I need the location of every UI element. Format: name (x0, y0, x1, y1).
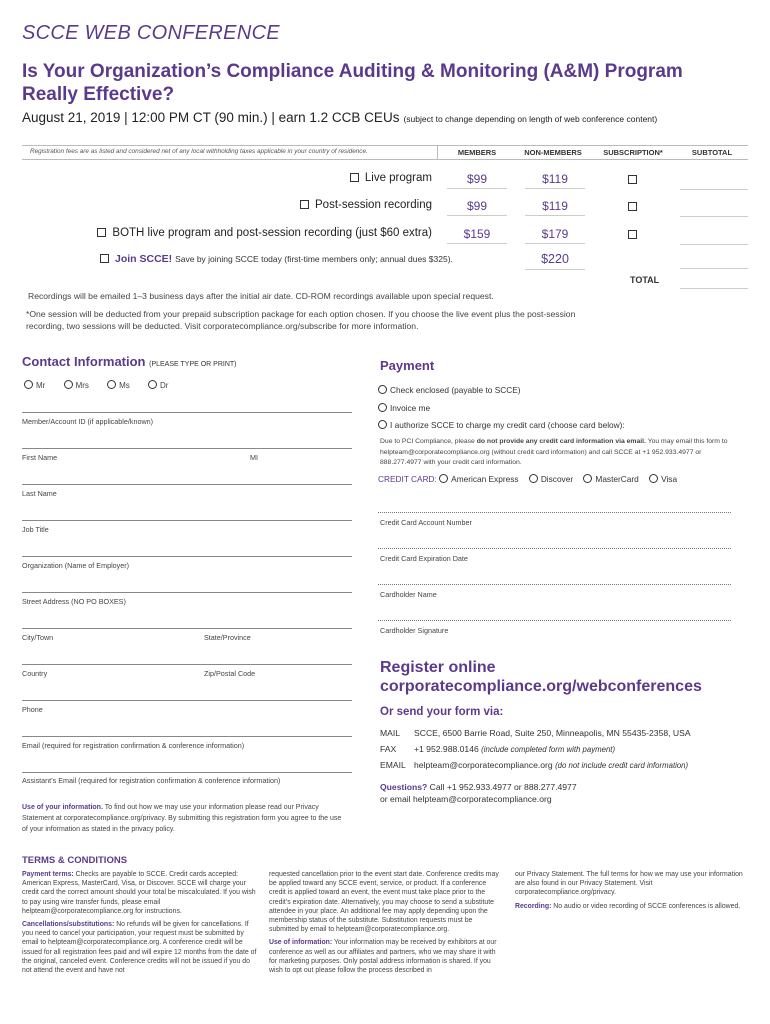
fax-label: FAX (380, 744, 397, 754)
card-number-field[interactable] (378, 512, 731, 513)
subtotal-line (680, 268, 748, 269)
radio-card[interactable] (378, 420, 387, 429)
expiration-field[interactable] (378, 548, 731, 549)
col-members: MEMBERS (457, 148, 497, 157)
privacy-text: To find out how we may use your information please read our Privacy Statement at corporatecompliance.org/privacy. By submitting this registration form you agree to the use of your information as stated in the privacy policy. (22, 804, 342, 833)
card-discover[interactable] (529, 474, 577, 484)
terms-col-1 (22, 870, 257, 979)
job-title-label: Job Title (22, 525, 49, 534)
pay-option-card-label: I authorize SCCE to charge my credit card (choose card below): (390, 420, 625, 430)
signature-label: Cardholder Signature (380, 626, 449, 635)
session-note: *One session will be deducted from your prepaid subscription package for each option chosen. If you choose the live event plus the post-session recording, two sessions will be deducted. Visit corporatecompliance.org/subscribe for more information. (26, 309, 576, 331)
mail-label: MAIL (380, 728, 401, 738)
fee-note: Registration fees are as listed and considered net of any local withholding taxes applicable in your country of residence. (30, 148, 368, 155)
mail-value: SCCE, 6500 Barrie Road, Suite 250, Minneapolis, MN 55435-2358, USA (414, 728, 691, 738)
terms-recording-label: Recording: (515, 902, 552, 910)
questions-block (380, 781, 577, 805)
cell-border (525, 222, 585, 244)
pay-option-card[interactable] (378, 420, 625, 430)
terms-payment-label: Payment terms: (22, 871, 74, 878)
option-both[interactable] (40, 227, 432, 239)
credit-card-label: CREDIT CARD: (378, 474, 437, 484)
checkbox-both[interactable] (97, 228, 106, 237)
mi-label: MI (250, 453, 258, 462)
salutation-mrs[interactable] (64, 381, 97, 390)
date-note: (subject to change depending on length of web conference content) (403, 114, 658, 124)
terms-col-3 (515, 870, 745, 915)
register-heading: Register online (380, 659, 496, 676)
street-label: Street Address (NO PO BOXES) (22, 597, 126, 606)
email-row (380, 760, 688, 770)
total-line (680, 288, 748, 289)
price-live-member: $99 (466, 172, 488, 186)
radio-amex[interactable] (439, 474, 448, 483)
pci-bold: do not provide any credit card information via email. (476, 438, 646, 445)
radio-mr[interactable] (24, 380, 33, 389)
pay-option-invoice[interactable] (378, 403, 430, 413)
price-recording-nonmember: $119 (542, 199, 568, 213)
organization-label: Organization (Name of Employer) (22, 561, 130, 570)
street-field[interactable] (22, 592, 352, 593)
card-mastercard-label: MasterCard (595, 474, 639, 484)
last-name-field[interactable] (22, 484, 352, 485)
terms-payment-text: Checks are payable to SCCE. Credit cards accepted: American Express, MasterCard, Visa, or Discover. SCCE will charge your credit card the correct amount should your total be miscalculated. If you wish to pay using wire transfer funds, please email helpteam@corporatecompliance.org for instructions. (22, 871, 256, 915)
cell-border (525, 248, 585, 270)
first-name-field[interactable] (22, 448, 352, 449)
salutation-group (24, 380, 184, 390)
organization-field[interactable] (22, 556, 352, 557)
phone-label: Phone (22, 705, 43, 714)
radio-mrs[interactable] (64, 380, 73, 389)
option-live[interactable] (240, 172, 432, 184)
price-recording-member: $99 (466, 199, 488, 213)
salutation-mr-label: Mr (36, 381, 46, 390)
price-both-nonmember: $179 (541, 227, 569, 241)
checkbox-recording-subscription[interactable] (628, 202, 637, 211)
contact-heading-text: Contact Information (22, 354, 146, 369)
privacy-notice (22, 802, 342, 835)
cell-border (525, 194, 585, 216)
pay-option-check-label: Check enclosed (payable to SCCE) (390, 385, 521, 395)
total-label: TOTAL (630, 275, 660, 285)
terms-use-info-text: Your information may be received by exhibitors at our conference as well as our affiliates and partners, who we may share it with for marketing purposes. Only postal address information is shared. If you wish to opt out please follow the process described in (269, 939, 497, 975)
pay-option-check[interactable] (378, 385, 521, 395)
option-live-label: Live program (364, 172, 432, 184)
zip-label: Zip/Postal Code (204, 669, 256, 678)
privacy-label: Use of your information. (22, 804, 103, 811)
price-join: $220 (541, 252, 569, 266)
terms-payment (22, 870, 257, 916)
city-field[interactable] (22, 628, 352, 629)
terms-col-2 (269, 870, 504, 979)
fax-value: +1 952.988.0146 (414, 744, 479, 754)
salutation-ms[interactable] (107, 381, 138, 390)
member-id-field[interactable] (22, 412, 352, 413)
email-send-note: (do not include credit card information) (555, 761, 689, 770)
cell-border (525, 167, 585, 189)
terms-cancellations-label: Cancellations/substitutions: (22, 921, 115, 929)
terms-use-info-label: Use of information: (269, 939, 333, 947)
questions-text2: or email helpteam@corporatecompliance.org (380, 794, 552, 804)
contact-heading (22, 354, 237, 369)
option-both-label: BOTH live program and post-session recording (just $60 extra) (112, 227, 432, 239)
radio-invoice[interactable] (378, 403, 387, 412)
subtotal-line (680, 244, 748, 245)
date-line (22, 110, 657, 125)
card-discover-label: Discover (540, 474, 574, 484)
payment-heading: Payment (380, 358, 435, 373)
card-mastercard[interactable] (583, 474, 642, 484)
first-name-label: First Name (22, 453, 58, 462)
email-send-label: EMAIL (380, 760, 406, 770)
email-send-value[interactable]: helpteam@corporatecompliance.org (414, 760, 553, 770)
recordings-note: Recordings will be emailed 1–3 business days after the initial air date. CD-ROM recordings available upon special request. (28, 291, 494, 301)
radio-visa[interactable] (649, 474, 658, 483)
city-label: City/Town (22, 633, 54, 642)
radio-mastercard[interactable] (583, 474, 592, 483)
state-label: State/Province (204, 633, 251, 642)
terms-recording (515, 902, 745, 911)
terms-privacy: our Privacy Statement. The full terms for how we may use your information are also found in our Privacy Statement. Visit corporatecompliance.org/privacy. (515, 871, 743, 897)
pci-notice (380, 437, 740, 469)
terms-heading: TERMS & CONDITIONS (22, 855, 128, 866)
col-subtotal: SUBTOTAL (691, 148, 733, 157)
checkbox-recording[interactable] (300, 200, 309, 209)
country-label: Country (22, 669, 48, 678)
pay-option-invoice-label: Invoice me (390, 403, 431, 413)
option-join[interactable] (100, 253, 453, 265)
card-visa-label: Visa (661, 474, 678, 484)
card-amex[interactable] (439, 474, 522, 484)
card-amex-label: American Express (451, 474, 519, 484)
phone-field[interactable] (22, 700, 352, 701)
country-field[interactable] (22, 664, 352, 665)
cardholder-label: Cardholder Name (380, 590, 437, 599)
col-non-members: NON-MEMBERS (524, 148, 582, 157)
join-label: Join SCCE! (115, 253, 173, 265)
expiration-label: Credit Card Expiration Date (380, 554, 468, 563)
assistant-email-field[interactable] (22, 772, 352, 773)
checkbox-live-subscription[interactable] (628, 175, 637, 184)
radio-dr[interactable] (148, 380, 157, 389)
job-title-field[interactable] (22, 520, 352, 521)
pci-rest: You may email this form to helpteam@corporatecompliance.org (without credit card information) and call SCCE at +1 952.933.4977 or 888.277.4977 with your credit card information. (380, 438, 728, 466)
register-block (380, 658, 702, 696)
cell-border (447, 222, 507, 244)
credit-card-row (378, 474, 685, 484)
card-visa[interactable] (649, 474, 681, 484)
salutation-dr-label: Dr (160, 381, 169, 390)
last-name-label: Last Name (22, 489, 57, 498)
pci-lead: Due to PCI Compliance, please (380, 438, 475, 445)
salutation-mr[interactable] (24, 381, 53, 390)
col-divider (437, 145, 438, 160)
option-recording-label: Post-session recording (315, 199, 432, 211)
checkbox-live[interactable] (350, 173, 359, 182)
cell-border (447, 167, 507, 189)
fax-note: (include completed form with payment) (481, 745, 616, 754)
terms-cancellations-text: No refunds will be given for cancellations. If you need to cancel your participation, your request must be submitted by email to helpteam@corporatecompliance.org. A conference credit will be issued for all registration fees paid and will expire 12 months from the date of the original, canceled event. Conference credits will not be issued if you do not attend the event and have not (22, 921, 257, 975)
salutation-ms-label: Ms (119, 381, 130, 390)
date-text: August 21, 2019 | 12:00 PM CT (90 min.) | earn 1.2 CCB CEUs (22, 110, 400, 125)
email-label: Email (required for registration confirmation & conference information) (22, 741, 245, 750)
cardholder-field[interactable] (378, 584, 731, 585)
page-title: Is Your Organization’s Compliance Auditing & Monitoring (A&M) Program Really Effective? (22, 61, 683, 105)
radio-ms[interactable] (107, 380, 116, 389)
send-heading: Or send your form via: (380, 706, 504, 718)
salutation-dr[interactable] (148, 381, 176, 390)
terms-cancellations (22, 920, 257, 975)
terms-recording-text: No audio or video recording of SCCE conferences is allowed. (553, 902, 741, 910)
option-recording[interactable] (230, 199, 432, 211)
checkbox-join[interactable] (100, 254, 109, 263)
terms-credits: requested cancellation prior to the event start date. Conference credits may be applied toward any SCCE event, service, or product. If a conference credit is applied toward an event, the event must take place prior to the credit’s expiration date. Alternatively, you may choose to send a substitute attendee in your place. An additional fee may apply depending upon the membership status of the substitute. Substitution requests must be submitted by email to helpteam@corporatecompliance.org. (269, 871, 499, 934)
salutation-mrs-label: Mrs (75, 381, 89, 390)
price-live-nonmember: $119 (542, 172, 568, 186)
signature-field[interactable] (378, 620, 731, 621)
register-url[interactable]: corporatecompliance.org/webconferences (380, 678, 702, 695)
mail-row (380, 728, 691, 738)
price-both-member: $159 (463, 227, 491, 241)
terms-use-info (269, 938, 504, 975)
col-subscription: SUBSCRIPTION* (603, 148, 663, 157)
questions-text: Call +1 952.933.4977 or 888.277.4977 (429, 782, 577, 792)
conference-label: SCCE WEB CONFERENCE (22, 22, 280, 44)
fax-row (380, 744, 615, 754)
radio-check[interactable] (378, 385, 387, 394)
contact-heading-note: (PLEASE TYPE OR PRINT) (149, 361, 237, 368)
checkbox-both-subscription[interactable] (628, 230, 637, 239)
cell-border (447, 194, 507, 216)
subtotal-line (680, 189, 748, 190)
email-field[interactable] (22, 736, 352, 737)
member-id-label: Member/Account ID (if applicable/known) (22, 417, 154, 426)
assistant-email-label: Assistant’s Email (required for registration confirmation & conference information) (22, 776, 281, 785)
subtotal-line (680, 216, 748, 217)
card-number-label: Credit Card Account Number (380, 518, 472, 527)
questions-label: Questions? (380, 782, 428, 792)
radio-discover[interactable] (529, 474, 538, 483)
join-text: Save by joining SCCE today (first-time members only; annual dues $325). (175, 254, 453, 264)
